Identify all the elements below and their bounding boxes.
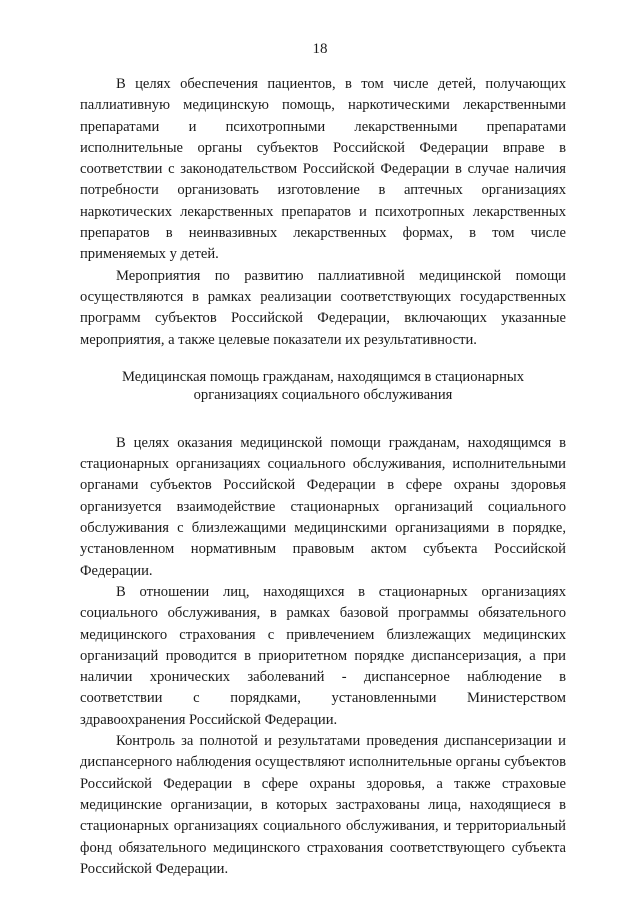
page-number: 18	[312, 41, 328, 57]
section-heading-line-1: Медицинская помощь гражданам, находящимся в стационарных	[121, 368, 524, 385]
paragraph-interaction-organizations: В целях оказания медицинской помощи гражданам, находящимся в стационарных организациях социального обслуживания, исполнительными органами субъектов Российской Федерации в сфере охраны здоровья организуется взаимодействие стационарных организаций социального обслуживания с близлежащими медицинскими организациями в порядке, установленном нормативным правовым актом субъекта Российской Федерации.	[80, 434, 566, 579]
paragraph-narcotic-drugs: В целях обеспечения пациентов, в том числе детей, получающих паллиативную медицинскую помощь, наркотическими лекарственными препаратами и психотропными лекарственными препаратами исполнительные органы субъектов Российской Федерации вправе в соответствии с законодательством Российской Федерации в случае наличия потребности организовать изготовление в аптечных организациях наркотических лекарственных препаратов и психотропных лекарственных препаратов в неинвазивных лекарственных формах, в том числе применяемых у детей.	[80, 76, 566, 263]
paragraph-dispensarization: В отношении лиц, находящихся в стационарных организациях социального обслуживания, в рамках базовой программы обязательного медицинского страхования с привлечением близлежащих медицинских организаций проводится в приоритетном порядке диспансеризация, а при наличии хронических заболеваний - диспансерное наблюдение в соответствии с порядками, установленными Министерством здравоохранения Российской Федерации.	[80, 583, 566, 728]
document-body	[80, 74, 566, 880]
paragraph-palliative-programs: Мероприятия по развитию паллиативной медицинской помощи осуществляются в рамках реализации соответствующих государственных программ субъектов Российской Федерации, включающих указанные мероприятия, а также целевые показатели их результативности.	[80, 267, 566, 348]
section-heading	[80, 368, 566, 405]
paragraph-control: Контроль за полнотой и результатами проведения диспансеризации и диспансерного наблюдения осуществляют исполнительные органы субъектов Российской Федерации в сфере охраны здоровья, а также страховые медицинские организации, в которых застрахованы лица, находящиеся в стационарных организациях социального обслуживания, и территориальный фонд обязательного медицинского страхования соответствующего субъекта Российской Федерации.	[80, 733, 566, 877]
section-heading-line-2: организациях социального обслуживания	[193, 387, 453, 404]
spacer	[80, 351, 566, 368]
spacer	[80, 405, 566, 433]
